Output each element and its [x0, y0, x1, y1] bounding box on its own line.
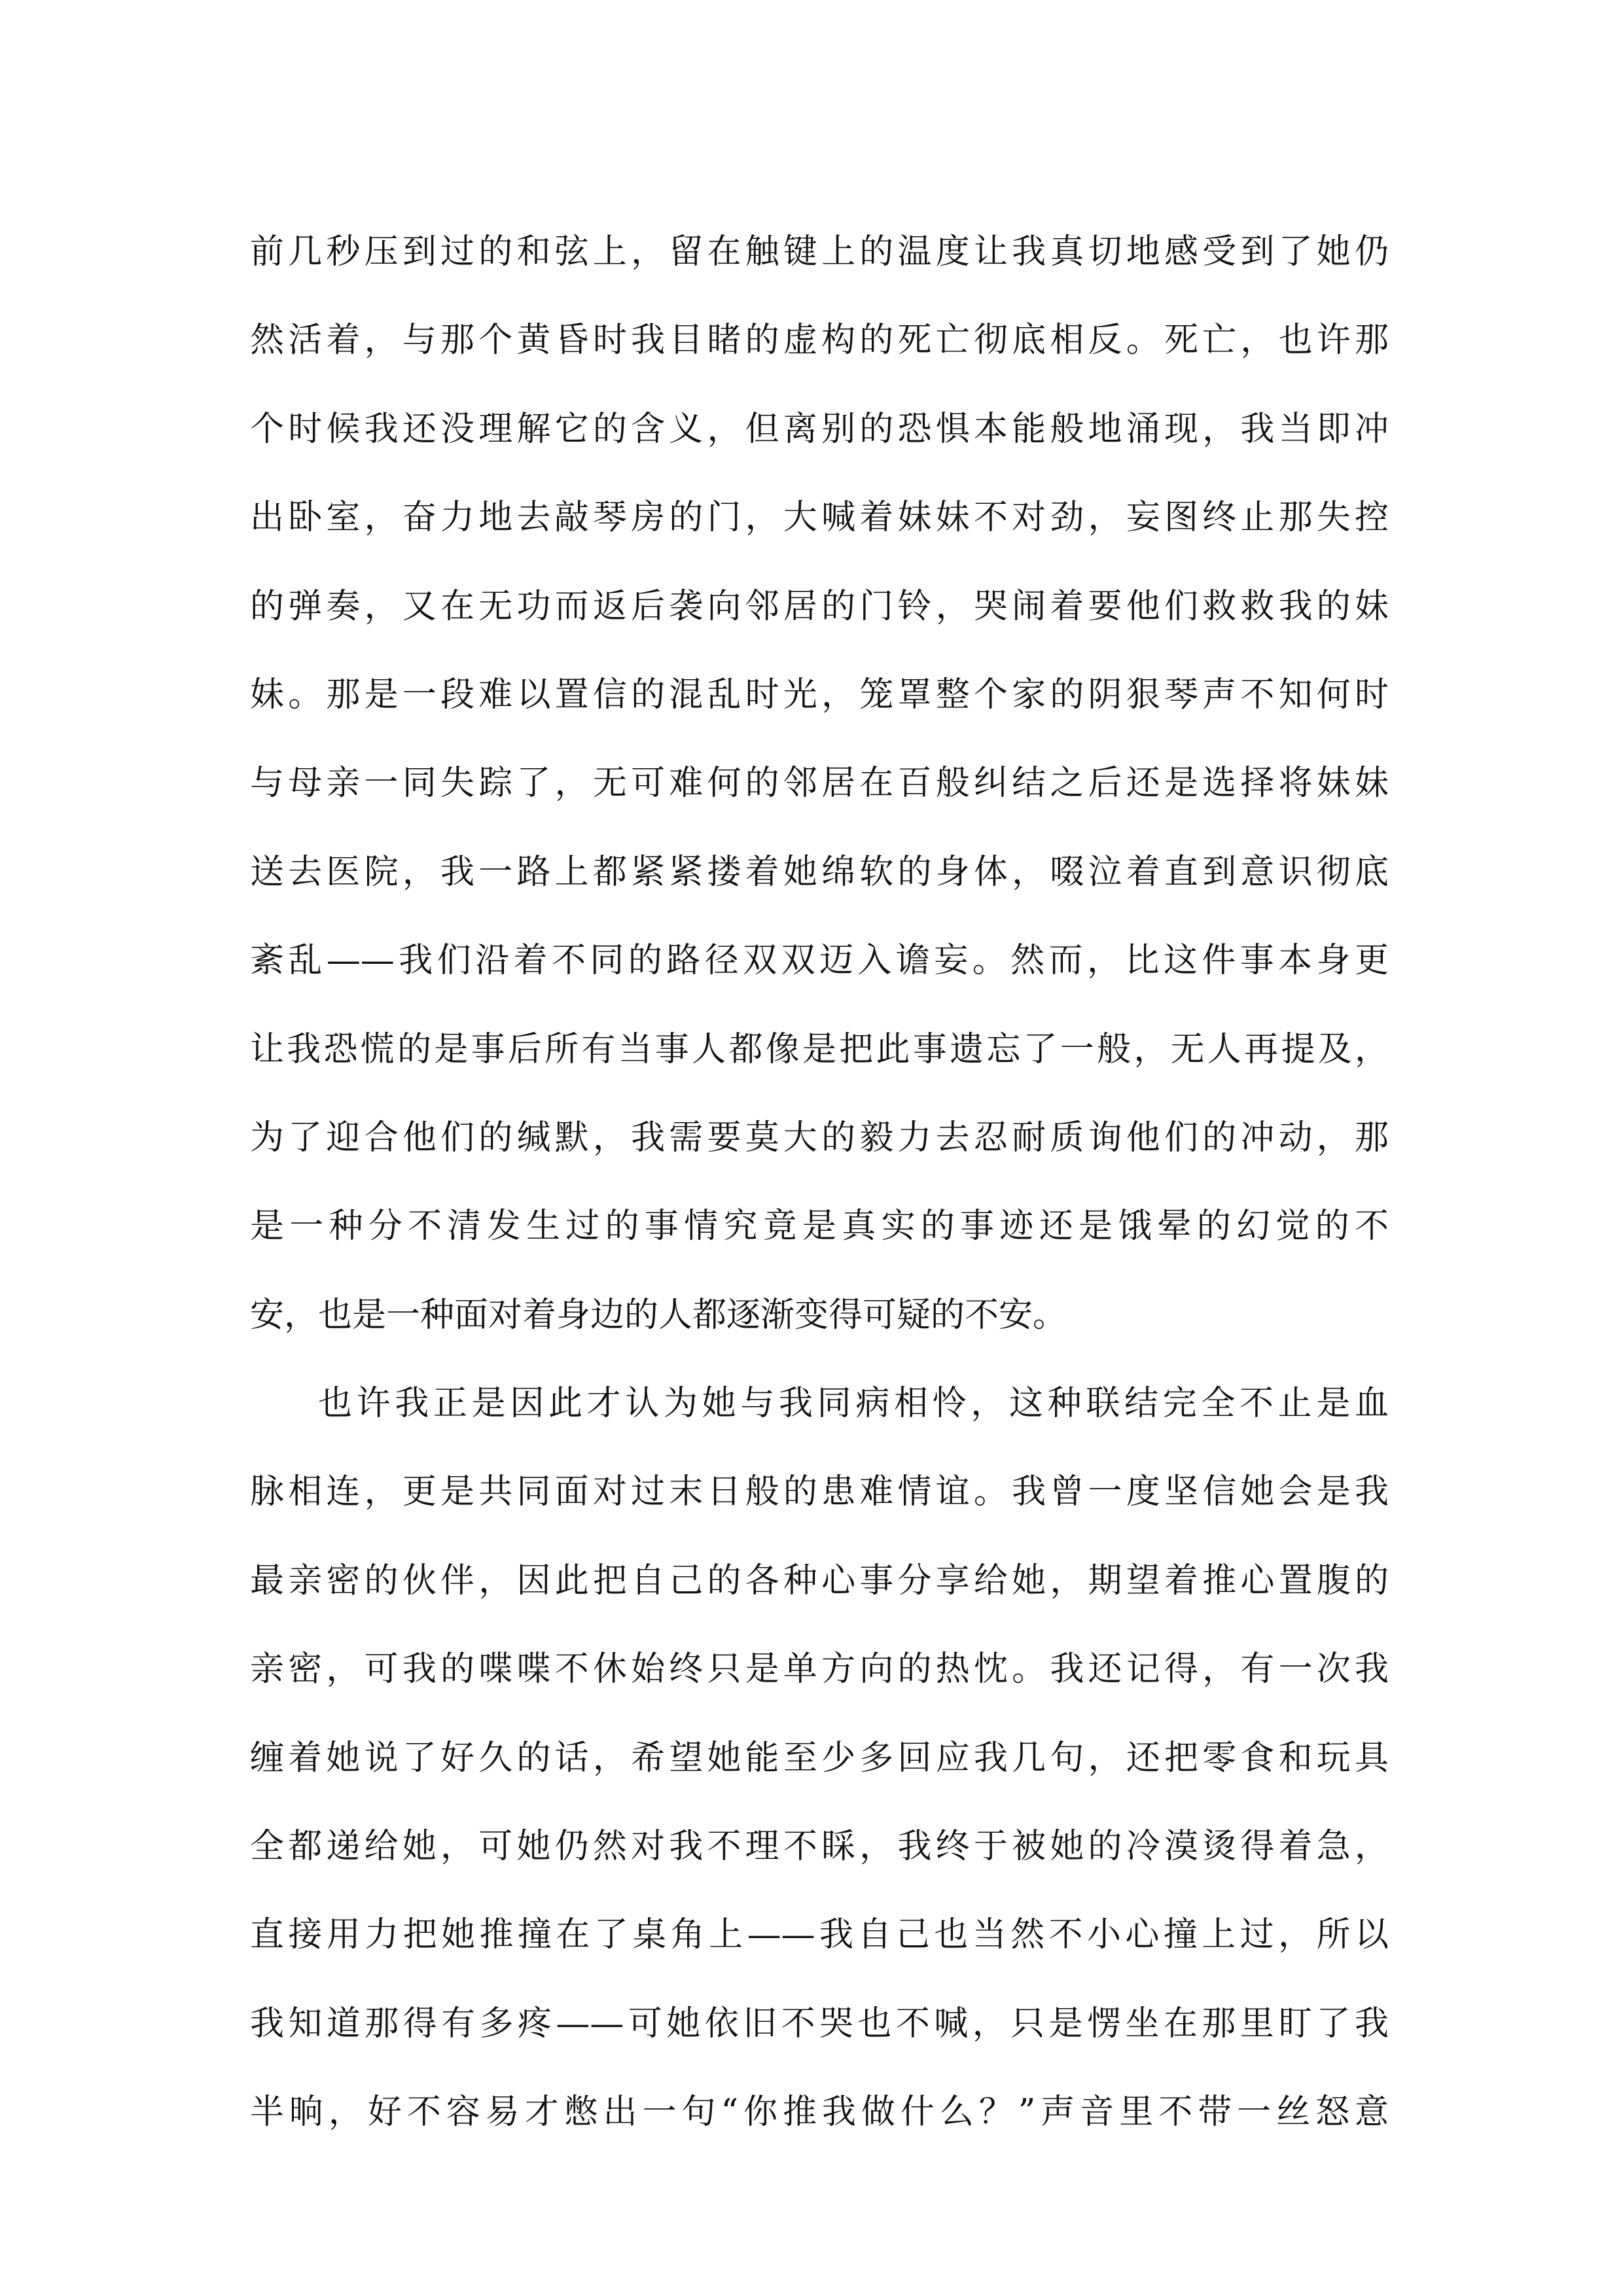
paragraph-1-line: 与母亲一同失踪了，无可难何的邻居在百般纠结之后还是选择将妹妹: [250, 764, 1389, 804]
paragraph-1-line: 送去医院，我一路上都紧紧搂着她绵软的身体，啜泣着直到意识彻底: [250, 852, 1389, 892]
paragraph-1-line: 的弹奏，又在无功而返后袭向邻居的门铃，哭闹着要他们救救我的妹: [250, 586, 1389, 626]
paragraph-1-line: 是一种分不清发生过的事情究竟是真实的事迹还是饿晕的幻觉的不: [250, 1207, 1389, 1246]
paragraph-1-line: 前几秒压到过的和弦上，留在触键上的温度让我真切地感受到了她仍: [250, 232, 1389, 272]
paragraph-2-line: 全都递给她，可她仍然对我不理不睬，我终于被她的冷漠烫得着急，: [250, 1827, 1389, 1867]
paragraph-1-line: 然活着，与那个黄昏时我目睹的虚构的死亡彻底相反。死亡，也许那: [250, 321, 1389, 361]
paragraph-2-line: 缠着她说了好久的话，希望她能至少多回应我几句，还把零食和玩具: [250, 1738, 1389, 1778]
paragraph-2-line: 直接用力把她推撞在了桌角上——我自己也当然不小心撞上过，所以: [250, 1915, 1389, 1955]
body-text: [250, 208, 1389, 2157]
paragraph-2-line: 脉相连，更是共同面对过末日般的患难情谊。我曾一度坚信她会是我: [250, 1472, 1389, 1512]
paragraph-2-line: 我知道那得有多疼——可她依旧不哭也不喊，只是愣坐在那里盯了我: [250, 2004, 1389, 2043]
paragraph-2-line: 最亲密的伙伴，因此把自己的各种心事分享给她，期望着推心置腹的: [250, 1561, 1389, 1600]
paragraph-2-line: 半晌，好不容易才憋出一句“你推我做什么？”声音里不带一丝怒意: [250, 2093, 1389, 2132]
paragraph-1-line: 个时候我还没理解它的含义，但离别的恐惧本能般地涌现，我当即冲: [250, 409, 1389, 449]
paragraph-1-line: 妹。那是一段难以置信的混乱时光，笼罩整个家的阴狠琴声不知何时: [250, 675, 1389, 715]
paragraph-1-line: 安，也是一种面对着身边的人都逐渐变得可疑的不安。: [250, 1295, 1067, 1335]
paragraph-1-line: 出卧室，奋力地去敲琴房的门，大喊着妹妹不对劲，妄图终止那失控: [250, 498, 1389, 538]
paragraph-2-line: 也许我正是因此才认为她与我同病相怜，这种联结完全不止是血: [318, 1384, 1389, 1424]
paragraph-2-line: 亲密，可我的喋喋不休始终只是单方向的热忱。我还记得，有一次我: [250, 1650, 1389, 1689]
paragraph-1-line: 为了迎合他们的缄默，我需要莫大的毅力去忍耐质询他们的冲动，那: [250, 1118, 1389, 1157]
paragraph-1-line: 紊乱——我们沿着不同的路径双双迈入谵妄。然而，比这件事本身更: [250, 941, 1389, 981]
paragraph-1-line: 让我恐慌的是事后所有当事人都像是把此事遗忘了一般，无人再提及，: [250, 1029, 1389, 1069]
